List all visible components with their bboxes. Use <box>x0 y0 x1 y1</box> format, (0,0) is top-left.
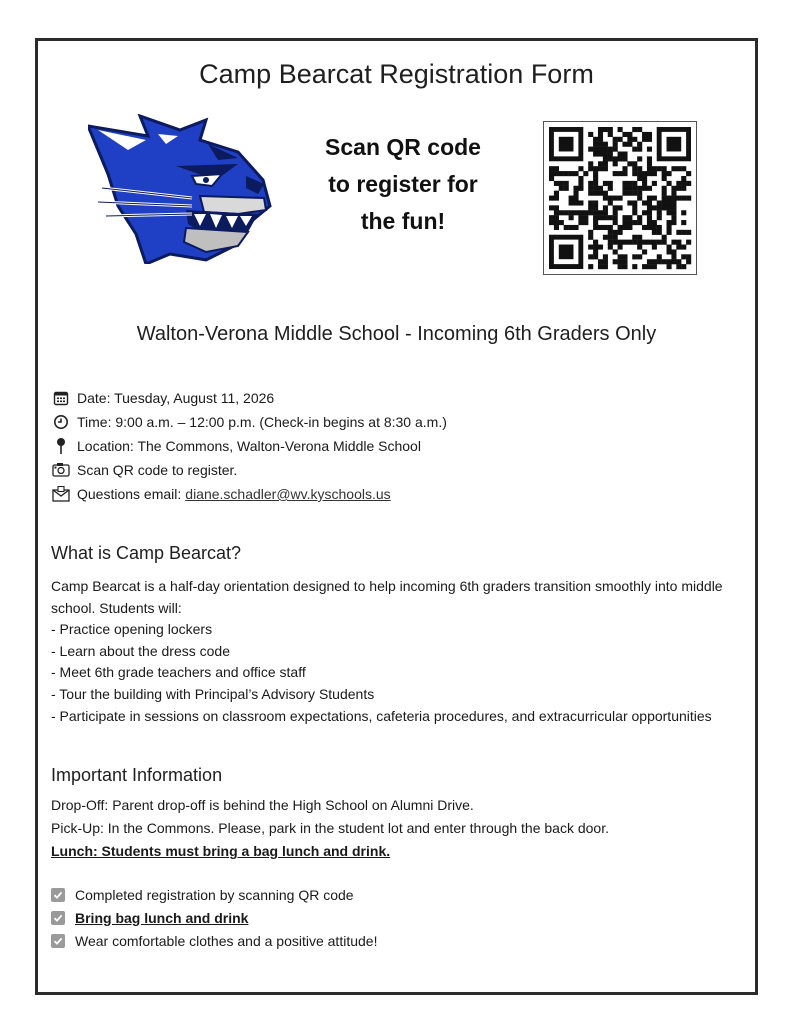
checklist-item-label: Wear comfortable clothes and a positive attitude! <box>75 932 378 949</box>
checklist <box>51 883 741 952</box>
pin-icon <box>51 437 71 455</box>
checklist-item <box>51 906 741 929</box>
info-dropoff: Drop-Off: Parent drop-off is behind the High School on Alumni Drive. <box>51 797 474 813</box>
detail-scan-text: Scan QR code to register. <box>77 462 238 478</box>
info-lunch: Lunch: Students must bring a bag lunch and drink. <box>51 843 391 859</box>
detail-questions-label: Questions email: <box>77 486 182 502</box>
page-subtitle: Walton-Verona Middle School - Incoming 6th Graders Only <box>136 323 657 345</box>
email-icon <box>51 485 71 503</box>
about-body <box>51 576 751 727</box>
clock-icon <box>51 413 71 431</box>
registration-qr-code[interactable] <box>543 121 697 275</box>
scan-callout-line: the fun! <box>360 208 446 234</box>
scan-callout <box>293 129 513 240</box>
checklist-item-label: Bring bag lunch and drink <box>75 909 249 926</box>
bearcat-mascot-logo <box>88 114 273 264</box>
qr-camera-icon <box>51 461 71 479</box>
checklist-item <box>51 929 741 952</box>
detail-date-text: Date: Tuesday, August 11, 2026 <box>77 390 275 406</box>
checklist-item <box>51 883 741 906</box>
checkbox-checked-icon[interactable] <box>51 934 65 948</box>
detail-time <box>51 410 741 434</box>
about-heading: What is Camp Bearcat? <box>51 543 242 563</box>
detail-scan <box>51 458 741 482</box>
about-list-item: - Tour the building with Principal’s Advisory Students <box>51 685 375 702</box>
info-body <box>51 794 751 863</box>
checklist-item-label: Completed registration by scanning QR code <box>75 886 354 903</box>
detail-location <box>51 434 741 458</box>
checkbox-checked-icon[interactable] <box>51 911 65 925</box>
event-details <box>51 386 741 506</box>
contact-email-link[interactable]: diane.schadler@wv.kyschools.us <box>185 486 391 502</box>
checkbox-checked-icon[interactable] <box>51 888 65 902</box>
form-frame <box>35 38 758 995</box>
detail-time-text: Time: 9:00 a.m. – 12:00 p.m. (Check-in begins at 8:30 a.m.) <box>77 414 447 430</box>
about-list-item: - Learn about the dress code <box>51 642 231 659</box>
info-heading: Important Information <box>51 765 223 785</box>
page-title: Camp Bearcat Registration Form <box>199 59 594 89</box>
about-intro: Camp Bearcat is a half-day orientation designed to help incoming 6th graders transition smoothly into middle school. Students will: <box>51 578 723 616</box>
about-list-item: - Meet 6th grade teachers and office staff <box>51 664 306 681</box>
info-pickup: Pick-Up: In the Commons. Please, park in the student lot and enter through the back door. <box>51 820 609 836</box>
about-list-item: - Participate in sessions on classroom expectations, cafeteria procedures, and extracurricular opportunities <box>51 707 712 724</box>
calendar-icon <box>51 389 71 407</box>
about-list-item: - Practice opening lockers <box>51 621 213 638</box>
detail-questions <box>51 482 741 506</box>
detail-date <box>51 386 741 410</box>
scan-callout-line: to register for <box>328 171 478 197</box>
detail-location-text: Location: The Commons, Walton-Verona Middle School <box>77 438 421 454</box>
scan-callout-line: Scan QR code <box>325 134 481 160</box>
